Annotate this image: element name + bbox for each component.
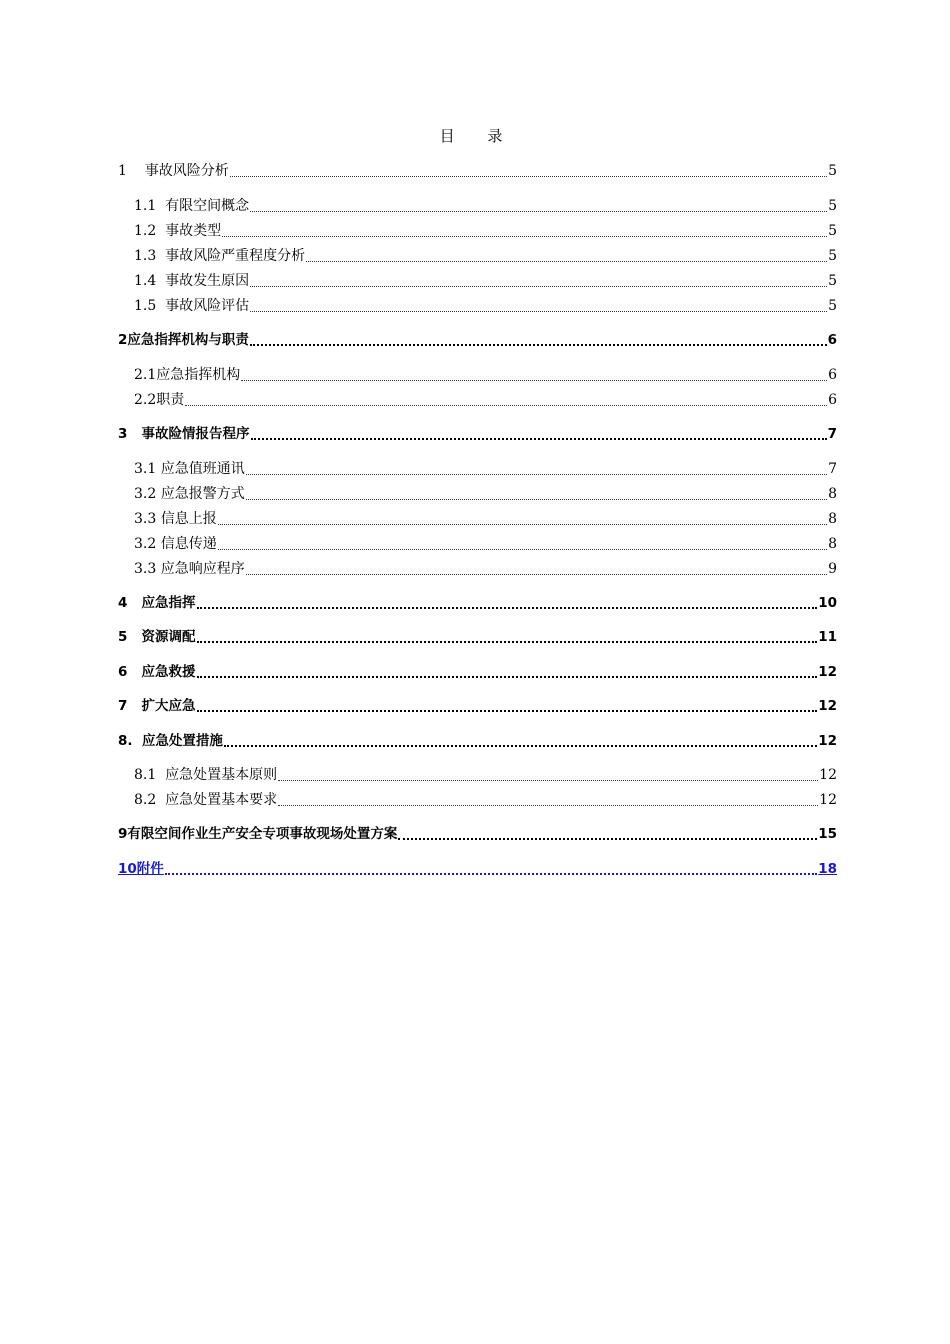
toc-entry-number: 4 [118, 595, 128, 611]
toc-entry-label: 应急处置措施 [141, 733, 223, 749]
toc-entry-page: 6 [827, 332, 837, 348]
toc-entry-gap [127, 628, 141, 646]
toc-entry-page: 5 [828, 163, 837, 179]
toc-entry-number: 1.2 [134, 223, 157, 239]
toc-entry[interactable] [118, 329, 837, 349]
toc-entry-number: 8. [118, 733, 133, 749]
toc-entry-number: 1.4 [134, 273, 157, 289]
toc-entry-page: 6 [828, 392, 837, 408]
toc-entry-label: 应急指挥 [141, 595, 196, 611]
toc-entry-gap [156, 247, 165, 265]
toc-entry-number: 1.3 [134, 248, 157, 264]
toc-entry[interactable] [134, 483, 837, 503]
toc-leader-dots [251, 424, 827, 440]
toc-entry-label: 事故发生原因 [165, 273, 250, 289]
toc-entry-number: 1 [118, 163, 127, 179]
toc-entry-label: 应急处置基本要求 [165, 792, 278, 808]
toc-entry-label: 应急指挥机构 [156, 367, 241, 383]
toc-entry-label: 事故类型 [165, 223, 222, 239]
toc-leader-dots [250, 297, 827, 312]
toc-entry[interactable] [134, 533, 837, 553]
toc-entry-number: 2.2 [134, 392, 157, 408]
toc-leader-dots [197, 662, 818, 678]
toc-entry-gap [127, 162, 145, 180]
toc-entry-page: 12 [819, 767, 837, 783]
toc-entry[interactable] [134, 220, 837, 240]
toc-leader-dots [197, 627, 818, 643]
toc-leader-dots [246, 560, 827, 575]
toc-entry-label: 资源调配 [141, 629, 196, 645]
toc-leader-dots [278, 766, 818, 781]
toc-entry-label: 职责 [156, 392, 185, 408]
toc-entry-gap [127, 594, 141, 612]
toc-entry-gap [127, 697, 141, 715]
toc-entry[interactable] [134, 764, 837, 784]
toc-entry[interactable] [118, 626, 837, 646]
toc-entry-page: 5 [828, 298, 837, 314]
toc-leader-dots [185, 391, 827, 406]
toc-entry[interactable] [134, 364, 837, 384]
toc-entry-page: 9 [828, 561, 837, 577]
toc-entry[interactable] [134, 789, 837, 809]
toc-entry[interactable] [118, 823, 837, 843]
toc-entry-gap [156, 297, 165, 315]
toc-entry-page: 8 [828, 536, 837, 552]
toc-entry-number: 3.2 [134, 536, 157, 552]
toc-entry-label: 附件 [136, 861, 164, 877]
toc-entry-number: 8.1 [134, 767, 157, 783]
toc-entry-label: 应急值班通讯 [160, 461, 245, 477]
toc-entry[interactable] [134, 389, 837, 409]
toc-entry-number: 10 [118, 861, 137, 877]
toc-entry-label: 事故险情报告程序 [141, 426, 250, 442]
toc-entry[interactable] [118, 160, 837, 180]
toc-entry[interactable] [134, 508, 837, 528]
toc-entry-gap [156, 272, 165, 290]
toc-leader-dots [230, 162, 827, 177]
toc-entry-gap [156, 766, 165, 784]
toc-entry-page: 7 [827, 426, 837, 442]
toc-leader-dots [197, 593, 818, 609]
toc-entry-label: 事故风险分析 [144, 163, 229, 179]
toc-entry-label: 应急响应程序 [160, 561, 245, 577]
toc-entry[interactable] [118, 423, 837, 443]
toc-entry-number: 3.3 [134, 561, 157, 577]
toc-entry-page: 11 [818, 629, 837, 645]
toc-entry-number: 5 [118, 629, 128, 645]
toc-entry-page: 6 [828, 367, 837, 383]
toc-entry-number: 1.1 [134, 198, 157, 214]
toc-entry-gap [127, 663, 141, 681]
toc-leader-dots [398, 824, 817, 840]
toc-entry-number: 3.2 [134, 486, 157, 502]
toc-leader-dots [222, 222, 827, 237]
toc-entry-page: 18 [818, 861, 837, 877]
toc-entry-page: 12 [818, 698, 837, 714]
toc-entry-label: 信息传递 [160, 536, 217, 552]
toc-entry[interactable] [118, 592, 837, 612]
toc-entry-label: 信息上报 [160, 511, 217, 527]
toc-entry-page: 5 [828, 273, 837, 289]
toc-entry-label: 扩大应急 [141, 698, 196, 714]
toc-leader-dots [246, 485, 827, 500]
toc-entry-number: 3.1 [134, 461, 157, 477]
toc-entry[interactable] [118, 695, 837, 715]
toc-entry-label: 有限空间概念 [165, 198, 250, 214]
toc-entry[interactable] [118, 730, 837, 750]
toc-leader-dots [197, 696, 818, 712]
toc-leader-dots [218, 510, 827, 525]
toc-entry[interactable] [134, 558, 837, 578]
toc-leader-dots [218, 535, 827, 550]
toc-entry-page: 10 [818, 595, 837, 611]
toc-entry-gap [133, 732, 142, 750]
toc-entry-page: 5 [828, 198, 837, 214]
toc-entry[interactable] [134, 270, 837, 290]
toc-entry-gap [127, 425, 141, 443]
toc-leader-dots [250, 197, 827, 212]
toc-leader-dots [246, 460, 827, 475]
toc-entry-number: 2 [118, 332, 128, 348]
toc-entry-page: 7 [828, 461, 837, 477]
toc-leader-dots [224, 731, 817, 747]
toc-entry-number: 2.1 [134, 367, 157, 383]
toc-entry-number: 1.5 [134, 298, 157, 314]
toc-entry[interactable] [134, 458, 837, 478]
toc-entry-page: 15 [818, 826, 837, 842]
toc-entry-page: 12 [819, 792, 837, 808]
toc-leader-dots [306, 247, 827, 262]
toc-entry-label: 应急处置基本原则 [165, 767, 278, 783]
toc-entry-number: 6 [118, 664, 128, 680]
toc-leader-dots [250, 272, 827, 287]
toc-entry-link-attachments[interactable] [118, 858, 837, 878]
toc-entry-number: 7 [118, 698, 128, 714]
toc-entry-page: 5 [828, 223, 837, 239]
toc-entry-number: 3.3 [134, 511, 157, 527]
toc-entry-number: 8.2 [134, 792, 157, 808]
toc-entry-label: 应急报警方式 [160, 486, 245, 502]
toc-entry-number: 9 [118, 826, 128, 842]
toc-entry[interactable] [118, 661, 837, 681]
toc-leader-dots [250, 330, 827, 346]
toc-title: 目 录 [439, 127, 517, 145]
toc-leader-dots [165, 859, 817, 875]
toc-entry-label: 应急指挥机构与职责 [127, 332, 249, 348]
toc-entry-label: 事故风险评估 [165, 298, 250, 314]
toc-entry[interactable] [134, 295, 837, 315]
toc-leader-dots [278, 791, 818, 806]
toc-entry[interactable] [134, 245, 837, 265]
toc-leader-dots [241, 366, 827, 381]
toc-entry-label: 有限空间作业生产安全专项事故现场处置方案 [127, 826, 398, 842]
toc-entry-gap [156, 791, 165, 809]
toc-entry[interactable] [134, 195, 837, 215]
toc-entry-label: 事故风险严重程度分析 [165, 248, 306, 264]
toc-entry-page: 12 [818, 733, 837, 749]
toc-entry-label: 应急救援 [141, 664, 196, 680]
toc-entry-page: 8 [828, 511, 837, 527]
toc-entry-page: 12 [818, 664, 837, 680]
toc-entry-page: 5 [828, 248, 837, 264]
toc-entry-page: 8 [828, 486, 837, 502]
toc-entry-gap [156, 197, 165, 215]
toc-entry-gap [156, 222, 165, 240]
toc-entry-number: 3 [118, 426, 128, 442]
